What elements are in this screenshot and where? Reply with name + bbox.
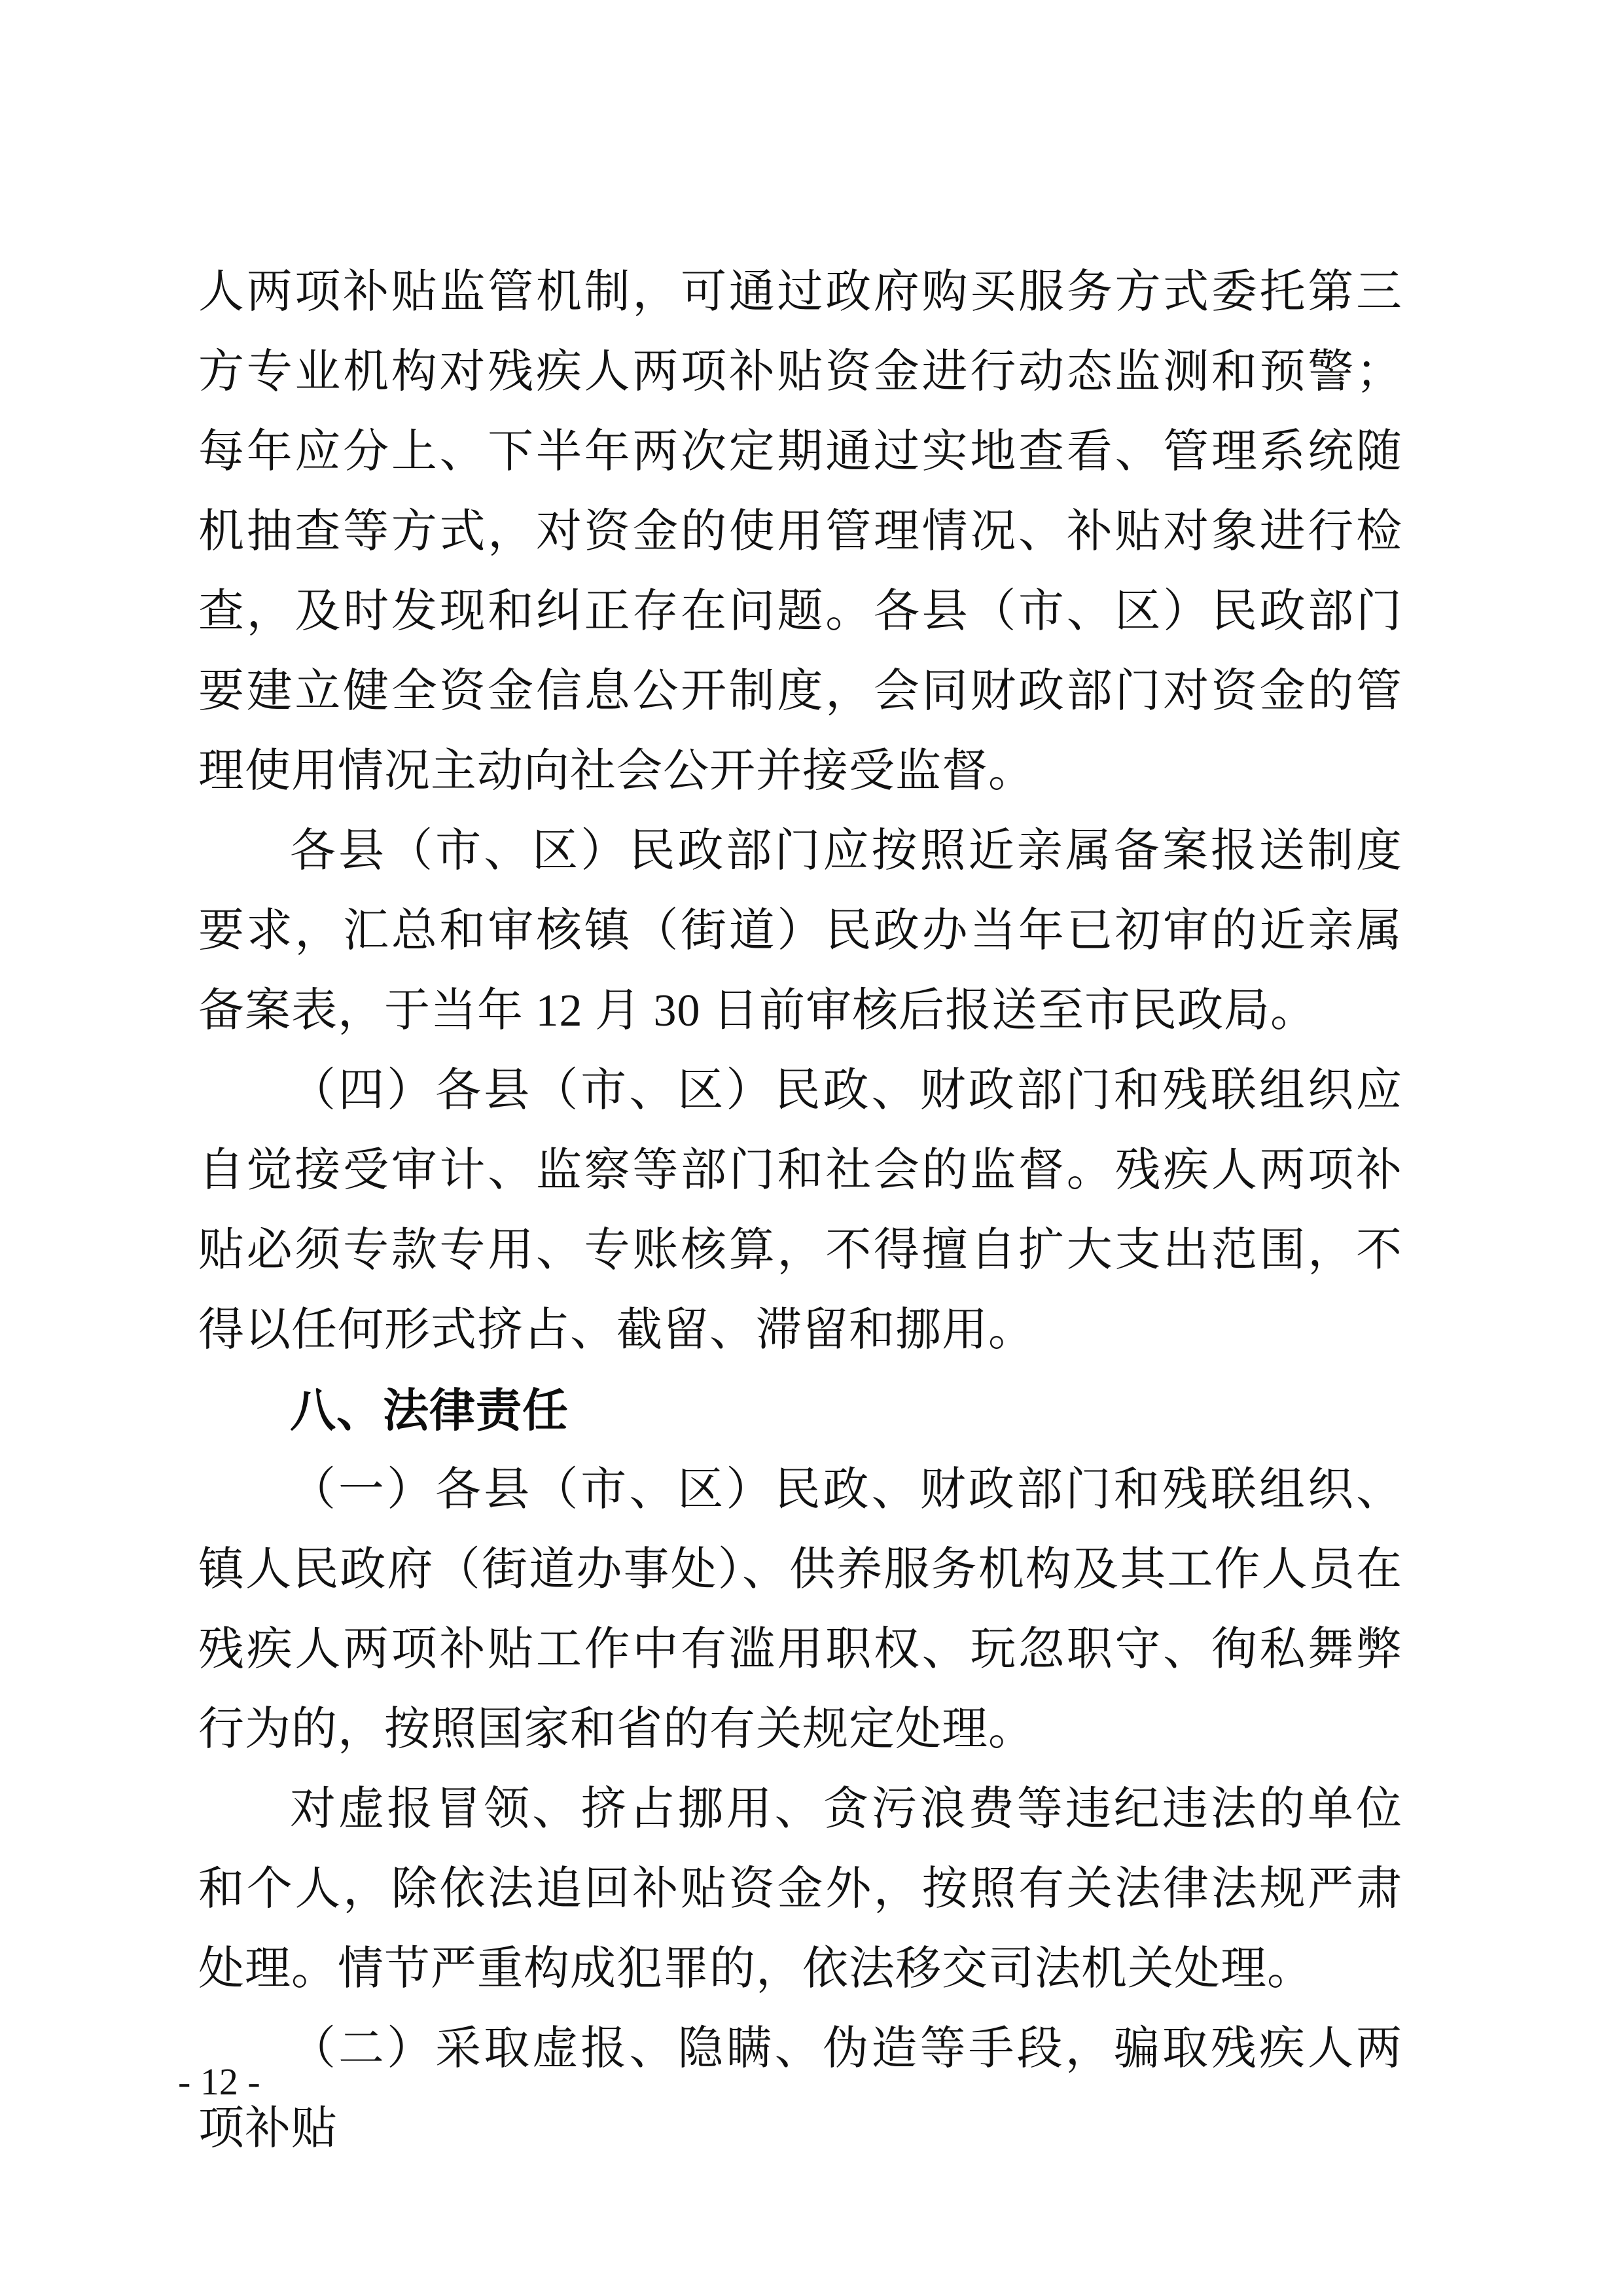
section-heading-legal-liability: 八、法律责任 [290,1385,569,1436]
paragraph-continuation: 人两项补贴监管机制，可通过政府购买服务方式委托第三方专业机构对残疾人两项补贴资金进行动态监测和预警；每年应分上、下半年两次定期通过实地查看、管理系统随机抽查等方式，对资金的使用管理情况、补贴对象进行检查，及时发现和纠正存在问题。各县（市、区）民政部门要建立健全资金信息公开制度，会同财政部门对资金的管理使用情况主动向社会公开并接受监督。 [198,267,1402,797]
page-number: - 12 - [178,2060,260,2103]
paragraph-item-two: （二）采取虚报、隐瞒、伪造等手段，骗取残疾人两项补贴 [198,2024,1402,2154]
paragraph-violations: 对虚报冒领、挤占挪用、贪污浪费等违纪违法的单位和个人，除依法追回补贴资金外，按照有关法律法规严肃处理。情节严重构成犯罪的，依法移交司法机关处理。 [198,1784,1402,1994]
paragraph-filing-report: 各县（市、区）民政部门应按照近亲属备案报送制度要求，汇总和审核镇（街道）民政办当年已初审的近亲属备案表，于当年 12 月 30 日前审核后报送至市民政局。 [198,826,1402,1036]
text-block [198,253,1402,2169]
paragraph-item-one: （一）各县（市、区）民政、财政部门和残联组织、镇人民政府（街道办事处）、供养服务机构及其工作人员在残疾人两项补贴工作中有滥用职权、玩忽职守、徇私舞弊行为的，按照国家和省的有关规定处理。 [198,1465,1402,1755]
paragraph-item-four: （四）各县（市、区）民政、财政部门和残联组织应自觉接受审计、监察等部门和社会的监督。残疾人两项补贴必须专款专用、专账核算，不得擅自扩大支出范围，不得以任何形式挤占、截留、滞留和挪用。 [198,1066,1402,1355]
